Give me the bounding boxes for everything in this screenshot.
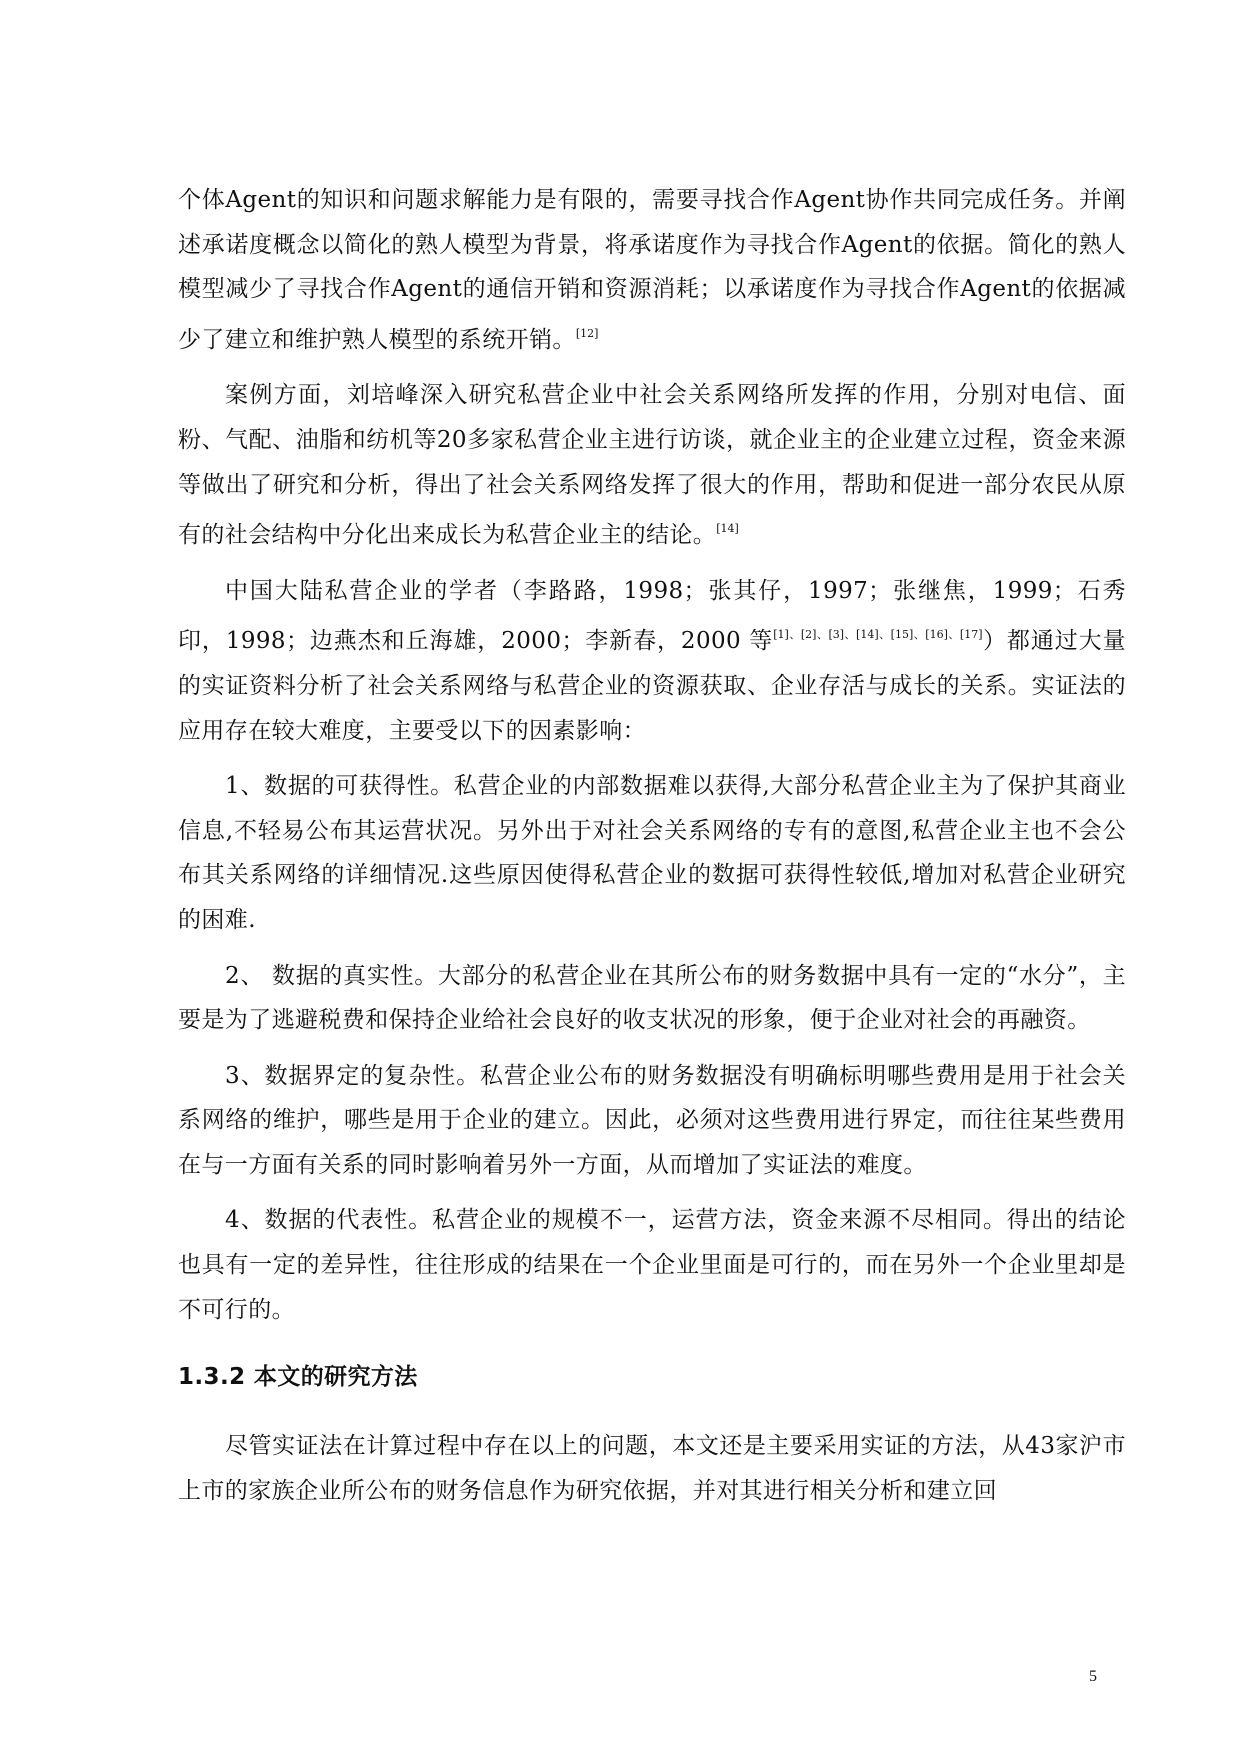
citation-marker: [12] xyxy=(575,326,599,340)
citation-marker: [1]、[2]、[3]、[14]、[15]、[16]、[17] xyxy=(773,628,983,642)
paragraph-text: 1、数据的可获得性。私营企业的内部数据难以获得,大部分私营企业主为了保护其商业信息,不轻易公布其运营状况。另外出于对社会关系网络的专有的意图,私营企业主也不会公布其关系网络的详细情况.这些原因使得私营企业的数据可获得性较低,增加对私营企业研究的困难. xyxy=(178,773,1126,933)
paragraph-text: 案例方面，刘培峰深入研究私营企业中社会关系网络所发挥的作用，分别对电信、面粉、气配、油脂和纺机等20多家私营企业主进行访谈，就企业主的企业建立过程，资金来源等做出了研究和分析，得出了社会关系网络发挥了很大的作用，帮助和促进一部分农民从原有的社会结构中分化出来成长为私营企业主的结论。 xyxy=(178,382,1126,549)
citation-marker: [14] xyxy=(716,522,739,536)
paragraph-case-study xyxy=(178,373,1126,557)
paragraph-scholars xyxy=(178,569,1126,753)
paragraph-data-authenticity xyxy=(178,954,1126,1043)
page-number: 5 xyxy=(1089,1668,1097,1685)
document-body xyxy=(178,178,1126,1524)
paragraph-text: 尽管实证法在计算过程中存在以上的问题，本文还是主要采用实证的方法，从43家沪市上市的家族企业所公布的财务信息作为研究依据，并对其进行相关分析和建立回 xyxy=(178,1433,1126,1504)
paragraph-text: 个体Agent的知识和问题求解能力是有限的，需要寻找合作Agent协作共同完成任务。并阐述承诺度概念以简化的熟人模型为背景，将承诺度作为寻找合作Agent的依据。简化的熟人模型减少了寻找合作Agent的通信开销和资源消耗；以承诺度作为寻找合作Agent的依据减少了建立和维护熟人模型的系统开销。 xyxy=(178,187,1126,353)
paragraph-text-before: 中国大陆私营企业的学者（李路路，1998；张其仔，1997；张继焦，1999；石秀印，1998；边燕杰和丘海雄，2000；李新春，2000 等 xyxy=(178,577,1126,655)
paragraph-text-after: ）都通过大量的实证资料分析了社会关系网络与私营企业的资源获取、企业存活与成长的关系。实证法的应用存在较大难度，主要受以下的因素影响： xyxy=(178,628,1126,744)
paragraph-text: 2、 数据的真实性。大部分的私营企业在其所公布的财务数据中具有一定的“水分”，主要是为了逃避税费和保持企业给社会良好的收支状况的形象，便于企业对社会的再融资。 xyxy=(178,962,1126,1034)
section-heading: 1.3.2 本文的研究方法 xyxy=(178,1364,418,1391)
paragraph-data-availability xyxy=(178,764,1126,942)
paragraph-data-complexity xyxy=(178,1054,1126,1188)
paragraph-research-method xyxy=(178,1424,1126,1513)
paragraph-agent-acquaintance-model xyxy=(178,178,1126,362)
paragraph-text: 4、数据的代表性。私营企业的规模不一，运营方法，资金来源不尽相同。得出的结论也具有一定的差异性，往往形成的结果在一个企业里面是可行的，而在另外一个企业里却是不可行的。 xyxy=(178,1207,1126,1323)
paragraph-data-representativeness xyxy=(178,1198,1126,1332)
paragraph-text: 3、数据界定的复杂性。私营企业公布的财务数据没有明确标明哪些费用是用于社会关系网络的维护，哪些是用于企业的建立。因此，必须对这些费用进行界定，而往往某些费用在与一方面有关系的同时影响着另外一方面，从而增加了实证法的难度。 xyxy=(178,1062,1126,1178)
